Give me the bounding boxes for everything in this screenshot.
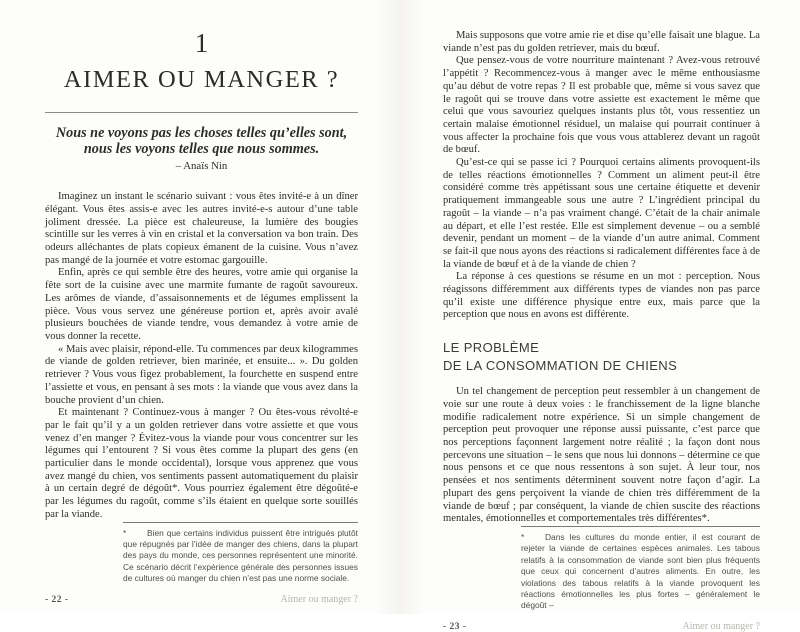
epigraph-attribution: – Anaïs Nin — [175, 160, 228, 173]
footnote-block — [123, 522, 358, 585]
paragraph: Mais supposons que votre amie rie et dise qu’elle faisait une blague. La viande n’est pas du golden retriever, mais du bœuf. — [443, 30, 760, 54]
chapter-opening — [45, 24, 358, 172]
right-body-text — [443, 30, 760, 526]
footnote-text: Dans les cultures du monde entier, il est courant de rejeter la viande de certaines espèces animales. Les tabous relatifs à la consommation de viande sont bien plus fréquents que ceux qui concernent d’autres aliments. En outre, les violations des tabous relatifs à la viande provoquent les réactions émotionnelles les plus fortes – généralement le dégoût – — [521, 531, 760, 611]
page-footer — [45, 594, 358, 605]
epigraph — [45, 126, 358, 158]
right-page-bottom — [443, 526, 760, 632]
section-heading — [443, 339, 760, 374]
left-page-bottom — [45, 522, 358, 605]
footnote-marker: * — [521, 531, 525, 542]
chapter-number: 1 — [194, 28, 209, 58]
epigraph-line-2: nous les voyons telles que nous sommes. — [83, 141, 320, 158]
running-title: Aimer ou manger ? — [682, 620, 760, 632]
footnote-marker: * — [123, 527, 127, 538]
running-title: Aimer ou manger ? — [280, 593, 358, 605]
paragraph: Qu’est-ce qui se passe ici ? Pourquoi certains aliments provoquent-ils de telles réactions émotionnelles ? Comment un aliment peut-il être considéré comme très appétissant sous une certaine étiquette et devenir pratiquement immangeable sous une autre ? L’ingrédient principal du ragoût – la viande – n’a pas vraiment changé. C’était de la chair animale au départ, et elle l’est restée. Elle est simplement devenue – ou a semblé devenir, pendant un moment – de la viande d’un autre animal. Comment se fait-il que nous ayons des réactions si radicalement différentes face à de la viande de bœuf et à de la viande de chien ? — [443, 157, 760, 270]
footnote-text: Bien que certains individus puissent être intrigués plutôt que répugnés par l’idée de manger des chiens, dans la plupart des pays du monde, ces personnes représentent une minorité. Ce scénario décrit l’expérience générale des personnes issues de cultures où manger du chien n’est pas une norme sociale. — [123, 527, 358, 584]
epigraph-line-1: Nous ne voyons pas les choses telles qu’elles sont, — [55, 125, 348, 142]
page-number: - 22 - — [45, 594, 69, 605]
chapter-title: AIMER OU MANGER ? — [63, 66, 340, 93]
paragraph: Enfin, après ce qui semble être des heures, votre amie qui organise la fête sort de la cuisine avec une marmite fumante de ragoût savoureux. Les arômes de viande, d’assaisonnements et de légumes emplissent la pièce. Vous vous servez une généreuse portion et, après avoir avalé plusieurs bouchées de viande tendre, vous demandez à votre amie de vous donner la recette. — [45, 267, 358, 342]
paragraph: Un tel changement de perception peut ressembler à un changement de voie sur une route à deux voies : le franchissement de la ligne blanche modifie radicalement notre expérience. Si un simple changement de perception peut provoquer une réponse aussi puissante, c’est parce que nos perceptions façonnent largement notre réalité ; la façon dont nous percevons une situation – le sens que nous lui donnons – détermine ce que nous pensons et ce que nous ressentons à son sujet. À leur tour, nos pensées et nos sentiments déterminent souvent notre façon d’agir. La plupart des gens perçoivent la viande de chien très différemment de la viande de bœuf ; par conséquent, la viande de chien suscite des réactions mentales, émotionnelles et comportementales très différentes*. — [443, 386, 760, 525]
footnote — [123, 528, 358, 585]
footnote-block — [521, 526, 760, 612]
section-heading-line-2: DE LA CONSOMMATION DE CHIENS — [443, 357, 678, 373]
page-left — [0, 0, 400, 614]
page-number: - 23 - — [443, 621, 467, 632]
paragraph: Que pensez-vous de votre nourriture maintenant ? Avez-vous retrouvé l’appétit ? Recommencez-vous à manger avec le même enthousiasme qu’au début de votre repas ? Il est probable que, même si vous savez que le ragoût qui se trouve dans votre assiette est exactement le même que celui que vous savouriez quelques instants plus tôt, vous ressentiez un certain malaise émotionnel résiduel, un malaise qui pourrait continuer à vous affecter la prochaine fois que vous vous attablerez devant un ragoût de bœuf. — [443, 55, 760, 156]
title-rule — [45, 112, 358, 113]
left-body-text — [45, 191, 358, 521]
paragraph: Imaginez un instant le scénario suivant : vous êtes invité-e à un dîner élégant. Vous êtes assis-e avec les autres invité-e-s autour d’une table joliment dressée. La pièce est chaleureuse, la lumière des bougies scintille sur les verres à vin en cristal et la conversation va bon train. Des odeurs alléchantes de plats copieux émanent de la cuisine. Vous n’avez pas mangé de la journée et votre estomac gargouille. — [45, 191, 358, 266]
page-footer — [443, 621, 760, 632]
section-heading-line-1: LE PROBLÈME — [443, 340, 540, 356]
paragraph: « Mais avec plaisir, répond-elle. Tu commences par deux kilogrammes de viande de golden retriever, bien marinée, et ensuite... ». Du golden retriever ? Vous vous figez probablement, la fourchette en suspend entre l’assiette et vous, en pensant à ses mots : la viande que vous avez dans la bouche provient d’un chien. — [45, 343, 358, 406]
footnote — [521, 532, 760, 612]
page-right — [400, 0, 800, 632]
paragraph: Et maintenant ? Continuez-vous à manger ? Ou êtes-vous révolté-e par le fait qu’il y a un golden retriever dans votre assiette et que vous venez d’en manger ? Évitez-vous la viande pour vous concentrer sur les légumes qui l’entourent ? Si vous êtes comme la plupart des gens (en particulier dans le monde occidental), lorsque vous apprenez que vous avez mangé du chien, vos sentiments passent automatiquement du plaisir à un certain degré de dégoût*. Vous pourriez également être dégoûté-e par les légumes du ragoût, comme s’ils étaient en quelque sorte souillés par la viande. — [45, 407, 358, 520]
paragraph: La réponse à ces questions se résume en un mot : perception. Nous réagissons différemment aux différents types de viandes non pas parce qu’il existe une différence physique entre eux, mais parce que la perception que nous en avons est différente. — [443, 271, 760, 321]
